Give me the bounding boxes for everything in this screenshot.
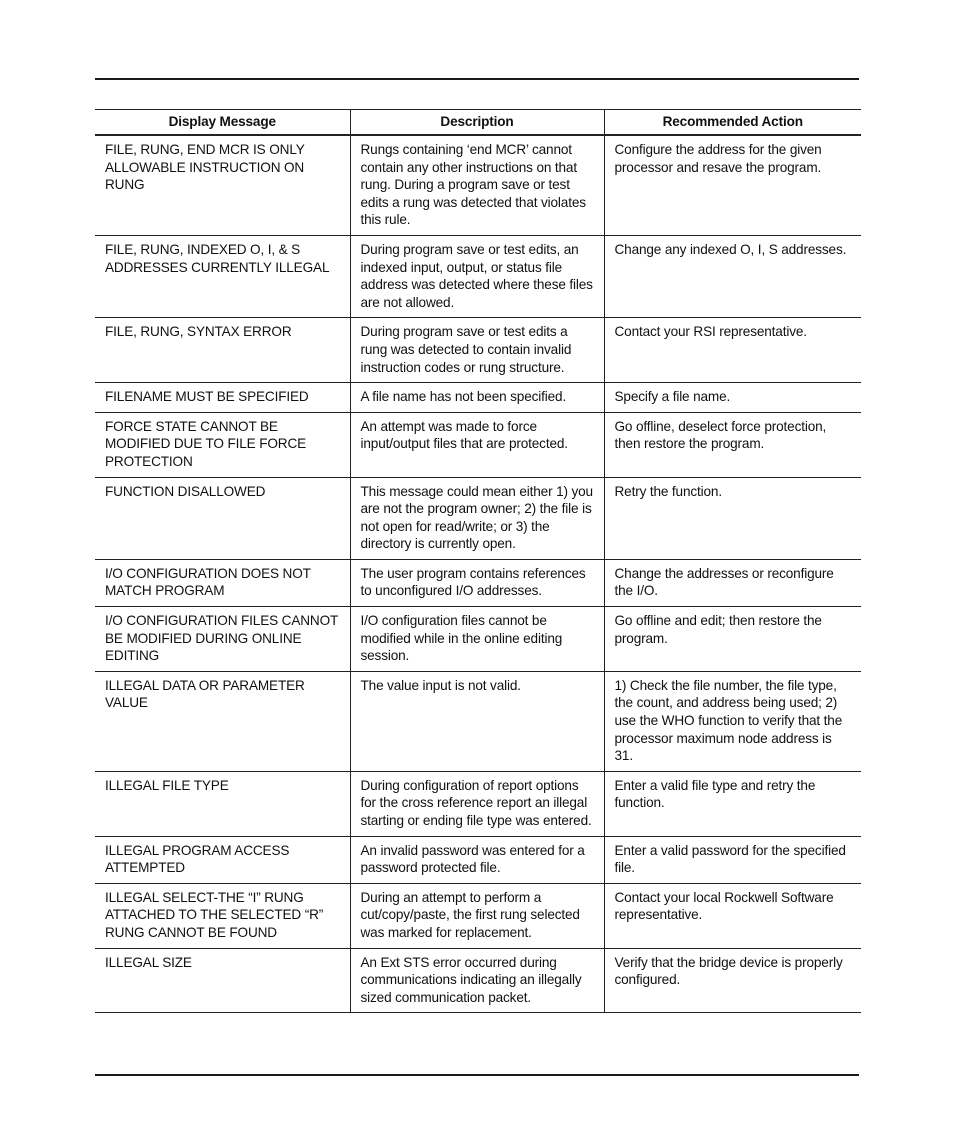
display-message-cell: FUNCTION DISALLOWED: [95, 477, 350, 559]
recommended-action-cell: Change any indexed O, I, S addresses.: [604, 235, 861, 317]
description-cell: Rungs containing ‘end MCR’ cannot contain any other instructions on that rung. During a program save or test edits a rung was detected that violates this rule.: [350, 135, 604, 235]
recommended-action-cell: Retry the function.: [604, 477, 861, 559]
description-cell: The user program contains references to unconfigured I/O addresses.: [350, 559, 604, 606]
column-header-recommended-action: Recommended Action: [604, 110, 861, 136]
display-message-cell: ILLEGAL DATA OR PARAMETER VALUE: [95, 671, 350, 771]
description-cell: An Ext STS error occurred during communications indicating an illegally sized communication packet.: [350, 948, 604, 1013]
recommended-action-cell: Specify a file name.: [604, 383, 861, 413]
display-message-cell: FILE, RUNG, SYNTAX ERROR: [95, 318, 350, 383]
recommended-action-cell: Configure the address for the given processor and resave the program.: [604, 135, 861, 235]
table-row: [95, 383, 861, 413]
footer-rule: [95, 1074, 859, 1076]
description-cell: The value input is not valid.: [350, 671, 604, 771]
display-message-cell: FILENAME MUST BE SPECIFIED: [95, 383, 350, 413]
display-message-cell: FILE, RUNG, END MCR IS ONLY ALLOWABLE INSTRUCTION ON RUNG: [95, 135, 350, 235]
description-cell: During configuration of report options for the cross reference report an illegal starting or ending file type was entered.: [350, 771, 604, 836]
table-row: [95, 607, 861, 672]
display-message-cell: FORCE STATE CANNOT BE MODIFIED DUE TO FILE FORCE PROTECTION: [95, 412, 350, 477]
table-row: [95, 948, 861, 1013]
recommended-action-cell: Go offline and edit; then restore the program.: [604, 607, 861, 672]
recommended-action-cell: Change the addresses or reconfigure the I/O.: [604, 559, 861, 606]
description-cell: I/O configuration files cannot be modified while in the online editing session.: [350, 607, 604, 672]
display-message-cell: I/O CONFIGURATION FILES CANNOT BE MODIFIED DURING ONLINE EDITING: [95, 607, 350, 672]
recommended-action-cell: Contact your local Rockwell Software representative.: [604, 883, 861, 948]
description-cell: A file name has not been specified.: [350, 383, 604, 413]
table-body: [95, 135, 861, 1013]
table-header: [95, 110, 861, 136]
table-row: [95, 318, 861, 383]
description-cell: During program save or test edits a rung was detected to contain invalid instruction codes or rung structure.: [350, 318, 604, 383]
description-cell: During an attempt to perform a cut/copy/paste, the first rung selected was marked for replacement.: [350, 883, 604, 948]
display-message-cell: ILLEGAL PROGRAM ACCESS ATTEMPTED: [95, 836, 350, 883]
column-header-display-message: Display Message: [95, 110, 350, 136]
recommended-action-cell: 1) Check the file number, the file type, the count, and address being used; 2) use the WHO function to verify that the processor maximum node address is 31.: [604, 671, 861, 771]
table-row: [95, 836, 861, 883]
display-message-cell: ILLEGAL FILE TYPE: [95, 771, 350, 836]
recommended-action-cell: Go offline, deselect force protection, then restore the program.: [604, 412, 861, 477]
display-message-cell: FILE, RUNG, INDEXED O, I, & S ADDRESSES CURRENTLY ILLEGAL: [95, 235, 350, 317]
header-rule: [95, 78, 859, 80]
recommended-action-cell: Enter a valid password for the specified file.: [604, 836, 861, 883]
table-row: [95, 135, 861, 235]
recommended-action-cell: Enter a valid file type and retry the function.: [604, 771, 861, 836]
table-row: [95, 235, 861, 317]
table-row: [95, 771, 861, 836]
description-cell: An attempt was made to force input/output files that are protected.: [350, 412, 604, 477]
table-row: [95, 671, 861, 771]
description-cell: This message could mean either 1) you are not the program owner; 2) the file is not open for read/write; or 3) the directory is currently open.: [350, 477, 604, 559]
column-header-description: Description: [350, 110, 604, 136]
table-row: [95, 477, 861, 559]
description-cell: During program save or test edits, an indexed input, output, or status file address was detected where these files are not allowed.: [350, 235, 604, 317]
recommended-action-cell: Verify that the bridge device is properly configured.: [604, 948, 861, 1013]
display-message-cell: ILLEGAL SIZE: [95, 948, 350, 1013]
description-cell: An invalid password was entered for a password protected file.: [350, 836, 604, 883]
table-row: [95, 559, 861, 606]
table-row: [95, 412, 861, 477]
error-message-table: [95, 109, 861, 1013]
display-message-cell: I/O CONFIGURATION DOES NOT MATCH PROGRAM: [95, 559, 350, 606]
recommended-action-cell: Contact your RSI representative.: [604, 318, 861, 383]
table-row: [95, 883, 861, 948]
header-row: [95, 110, 861, 136]
display-message-cell: ILLEGAL SELECT-THE “I” RUNG ATTACHED TO THE SELECTED “R” RUNG CANNOT BE FOUND: [95, 883, 350, 948]
